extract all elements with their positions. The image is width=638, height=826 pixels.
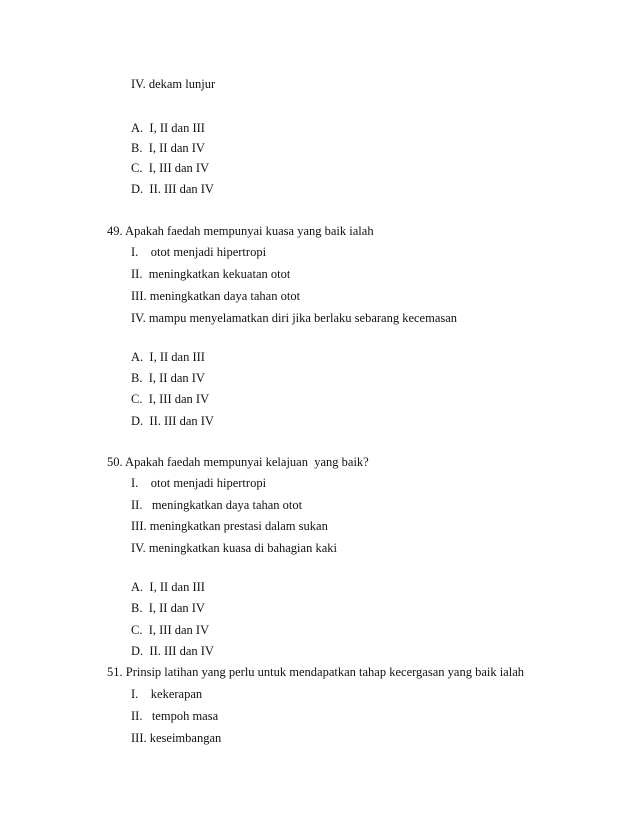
question-51: 51. Prinsip latihan yang perlu untuk mendapatkan tahap kecergasan yang baik ialah bbox=[107, 665, 525, 679]
q51-statement-i: I. kekerapan bbox=[131, 687, 203, 701]
q50-statement-iv: IV. meningkatkan kuasa di bahagian kaki bbox=[131, 541, 337, 555]
q49-statement-i: I. otot menjadi hipertropi bbox=[131, 245, 267, 259]
q51-statement-ii: II. tempoh masa bbox=[131, 709, 219, 723]
q50-statement-ii: II. meningkatkan daya tahan otot bbox=[131, 498, 303, 512]
q50-option-b: B. I, II dan IV bbox=[131, 601, 205, 615]
prev-option-b: B. I, II dan IV bbox=[131, 141, 205, 155]
prev-option-d: D. II. III dan IV bbox=[131, 182, 214, 196]
prev-statement-iv: IV. dekam lunjur bbox=[131, 77, 216, 91]
prev-option-c: C. I, III dan IV bbox=[131, 161, 210, 175]
q49-statement-iv: IV. mampu menyelamatkan diri jika berlaku sebarang kecemasan bbox=[131, 311, 458, 325]
question-50: 50. Apakah faedah mempunyai kelajuan yang baik? bbox=[107, 455, 369, 469]
q49-statement-iii: III. meningkatkan daya tahan otot bbox=[131, 289, 301, 303]
q49-option-b: B. I, II dan IV bbox=[131, 371, 205, 385]
q49-option-d: D. II. III dan IV bbox=[131, 414, 214, 428]
q51-statement-iii: III. keseimbangan bbox=[131, 731, 222, 745]
q50-option-d: D. II. III dan IV bbox=[131, 644, 214, 658]
q50-option-c: C. I, III dan IV bbox=[131, 623, 210, 637]
prev-option-a: A. I, II dan III bbox=[131, 121, 205, 135]
q50-option-a: A. I, II dan III bbox=[131, 580, 205, 594]
q49-option-a: A. I, II dan III bbox=[131, 350, 205, 364]
q49-option-c: C. I, III dan IV bbox=[131, 392, 210, 406]
q49-statement-ii: II. meningkatkan kekuatan otot bbox=[131, 267, 291, 281]
q50-statement-iii: III. meningkatkan prestasi dalam sukan bbox=[131, 519, 328, 533]
q50-statement-i: I. otot menjadi hipertropi bbox=[131, 476, 267, 490]
question-49: 49. Apakah faedah mempunyai kuasa yang baik ialah bbox=[107, 224, 374, 238]
